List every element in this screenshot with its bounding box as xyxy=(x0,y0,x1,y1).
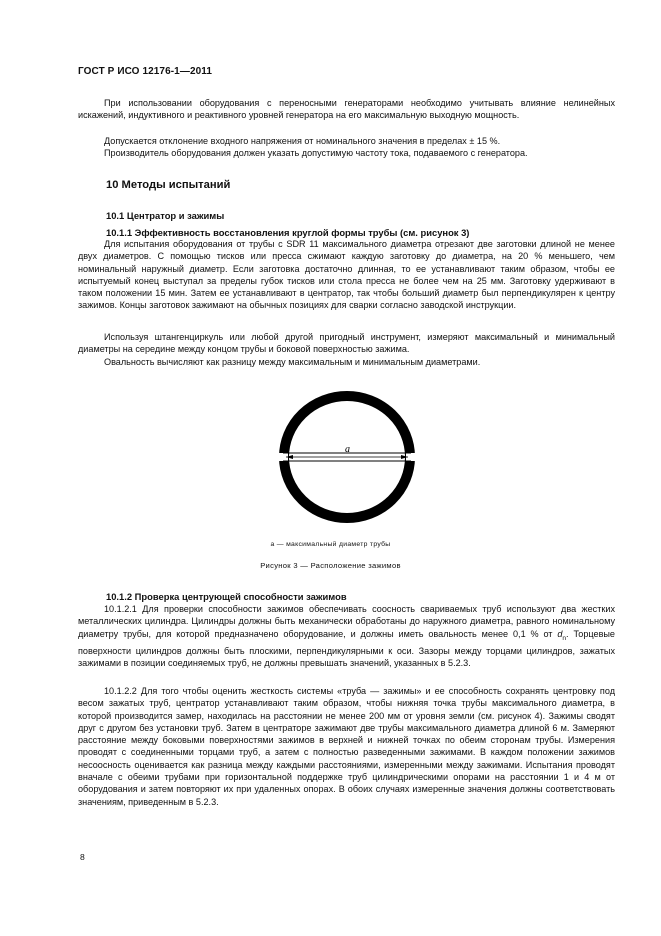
figure-caption: Рисунок 3 — Расположение зажимов xyxy=(260,561,401,570)
paragraph-10-1-2-1: 10.1.2.1 Для проверки способности зажимов обеспечивать соосность свариваемых труб используют два жестких металлических цилиндра. Цилиндры должны быть механически обработаны до наружного диаметра, равного номинальному диаметру трубы, для которой предназначено оборудование, и должны иметь овальность менее 0,1 % от $d_n$. Торцевые поверхности цилиндров должны быть плоскими, перпендикулярными к оси. Зазоры между торцами цилиндров, зажатых зажимами в позиции соединяемых труб, не должны превышать значений, указанных в 5.2.3. xyxy=(78,604,615,668)
subsection-heading-10-1-1: 10.1.1 Эффективность восстановления круглой формы трубы (см. рисунок 3) xyxy=(106,227,470,238)
figure-3-clamp-ring xyxy=(274,391,422,531)
section-heading-test-methods: 10 Методы испытаний xyxy=(106,179,231,191)
subsection-heading-10-1: 10.1 Центратор и зажимы xyxy=(106,210,225,221)
page-number: 8 xyxy=(80,852,85,862)
paragraph-ovality-calculation: Овальность вычисляют как разницу между максимальным и минимальным диаметрами. xyxy=(104,357,481,367)
figure-legend: a — максимальный диаметр трубы xyxy=(270,541,391,548)
subsection-heading-10-1-2: 10.1.2 Проверка центрующей способности зажимов xyxy=(106,591,347,602)
paragraph-generator-distortion: При использовании оборудования с переносными генераторами необходимо учитывать влияние нелинейных искажений, индуктивного и реактивного уровней генератора на его максимальную выходную мощность. xyxy=(78,98,615,121)
paragraph-voltage-deviation: Допускается отклонение входного напряжения от номинального значения в пределах ± 15 %. xyxy=(104,136,501,146)
paragraph-roundness-procedure: Для испытания оборудования от трубы с SDR 11 максимального диаметра отрезают две заготовки длиной не менее двух диаметров. С помощью тисков или пресса сжимают каждую заготовку до диаметра, на 20 % меньшего, чем номинальный наружный диаметр. Если заготовка достаточно длинная, то ее устанавливают таким образом, чтобы ее испытуемый конец выступал за пределы губок тисков или стола пресса не более чем на 25 мм. Заготовку удерживают в таком положении 15 мин. Затем ее устанавливают в центратор, так чтобы больший диаметр был перпендикулярен к центру зажимов. Концы заготовок зажимают на обычных позициях для сварки согласно заводской инструкции. xyxy=(78,239,615,311)
diameter-label-a: a xyxy=(345,444,350,455)
paragraph-diameter-measurement: Используя штангенциркуль или любой другой пригодный инструмент, измеряют максимальный и минимальный диаметры на середине между концом трубы и боковой поверхностью зажима. xyxy=(78,332,615,355)
paragraph-generator-frequency: Производитель оборудования должен указать допустимую частоту тока, подаваемого с генератора. xyxy=(104,148,528,158)
paragraph-10-1-2-2: 10.1.2.2 Для того чтобы оценить жесткость системы «труба — зажимы» и ее способность сохранять центровку под весом зажатых труб, центратор устанавливают таким образом, чтобы нижняя точка трубы максимального диаметра, в которой производится замер, находилась на расстоянии не менее 200 мм от уровня земли (см. рисунок 4). Зажимы сводят друг с другом без установки труб. Затем в центраторе зажимают две трубы максимального диаметра длиной 6 м. Замеряют расстояние между боковыми поверхностями зажимов в верхней и нижней точках по обеим сторонам трубы. Измерения проводят с соединенными торцами труб, а затем с полностью разведенными зажимами. В каждом положении зажимов несоосность оценивается как разница между каждыми расстояниями, измеренными между зажимами. Испытания проводят вначале с обеими трубами при горизонтальной поддержке труб цилиндрическими опорами на расстоянии 1 и 4 м от оборудования и затем повторяют их при удаленных опорах. В обоих случаях измеренные значения должны соответствовать значениям, приведенным в 5.2.3. xyxy=(78,686,615,807)
document-header: ГОСТ Р ИСО 12176-1—2011 xyxy=(78,66,213,77)
